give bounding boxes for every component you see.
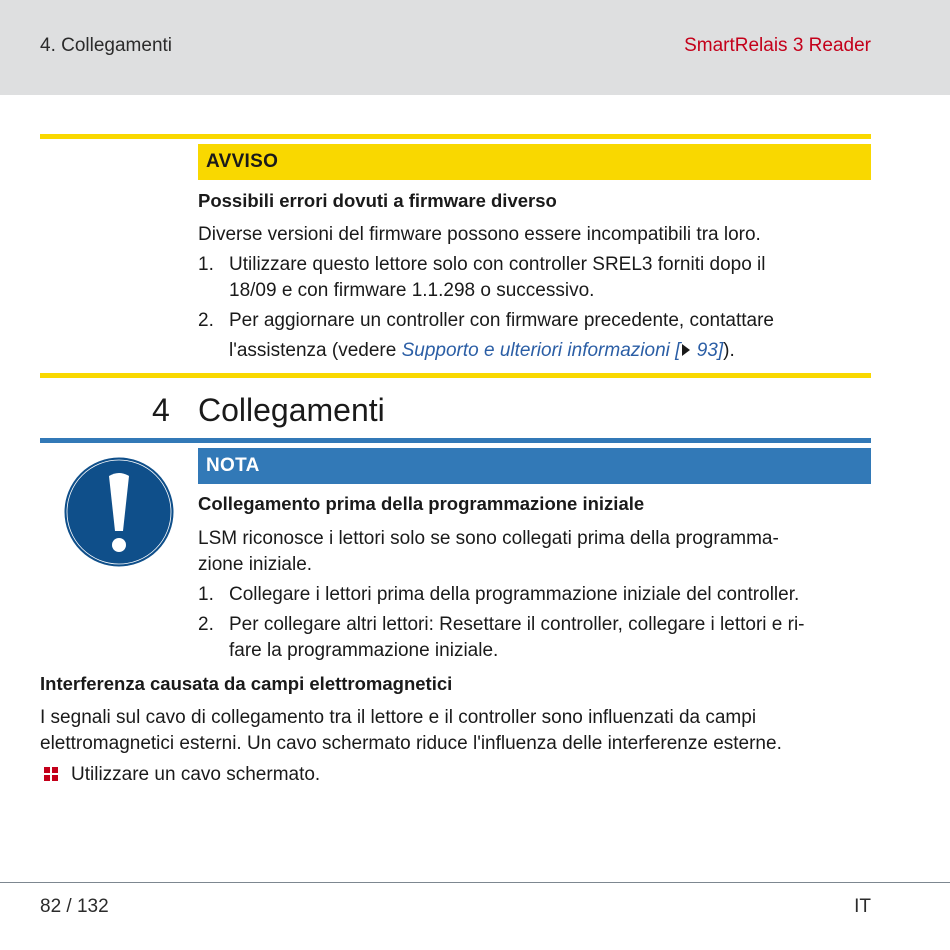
nota-intro-line2: zione iniziale. [198,554,313,575]
avviso-item-2-number: 2. [198,310,214,331]
chapter-title: Collegamenti [198,392,385,428]
footer-rule [0,882,950,883]
interference-bullet: Utilizzare un cavo schermato. [71,764,321,785]
avviso-item-2-line2 [229,338,735,364]
nota-item-2-line2: fare la programmazione iniziale. [229,640,499,661]
avviso-label: AVVISO [206,151,279,172]
avviso-item-1-line1: Utilizzare questo lettore solo con controller SREL3 forniti dopo il [229,254,766,275]
avviso-header [198,144,871,180]
arrow-right-icon [680,343,691,357]
nota-item-1-number: 1. [198,584,214,605]
header-section-title: 4. Collegamenti [40,35,173,56]
avviso-item-2-post: ). [723,340,735,361]
nota-item-1-line1: Collegare i lettori prima della programmazione iniziale del controller. [229,584,800,605]
page-header [0,0,950,95]
avviso-item-2-pre: l'assistenza (vedere [229,340,402,361]
bullet-icon [44,767,58,781]
interference-paragraph-line2: elettromagnetici esterni. Un cavo schermato riduce l'influenza delle interferenze esterne. [40,733,782,754]
avviso-item-1-line2: 18/09 e con firmware 1.1.298 o successivo. [229,280,595,301]
header-product-name: SmartRelais 3 Reader [684,35,871,56]
avviso-bottom-rule [40,373,871,378]
avviso-item-1-number: 1. [198,254,214,275]
nota-item-2-number: 2. [198,614,214,635]
avviso-top-rule [40,134,871,139]
nota-header [198,448,871,484]
exclamation-icon [63,456,175,568]
page-number: 82 / 132 [40,896,109,917]
nota-title: Collegamento prima della programmazione iniziale [198,493,645,514]
interference-paragraph-line1: I segnali sul cavo di collegamento tra il lettore e il controller sono influenzati da campi [40,707,757,728]
nota-label: NOTA [206,455,260,476]
avviso-item-2-line1: Per aggiornare un controller con firmware precedente, contattare [229,310,774,331]
avviso-title: Possibili errori dovuti a firmware diverso [198,190,557,211]
nota-item-2-line1: Per collegare altri lettori: Resettare il controller, collegare i lettori e ri- [229,614,805,635]
language-code: IT [854,896,871,917]
support-link[interactable]: Supporto e ulteriori informazioni [ 93] [401,340,724,361]
nota-top-rule [40,438,871,443]
avviso-intro: Diverse versioni del firmware possono essere incompatibili tra loro. [198,224,761,245]
chapter-number: 4 [152,392,170,428]
nota-intro-line1: LSM riconosce i lettori solo se sono collegati prima della programma- [198,528,779,549]
interference-heading: Interferenza causata da campi elettromagnetici [40,673,453,694]
